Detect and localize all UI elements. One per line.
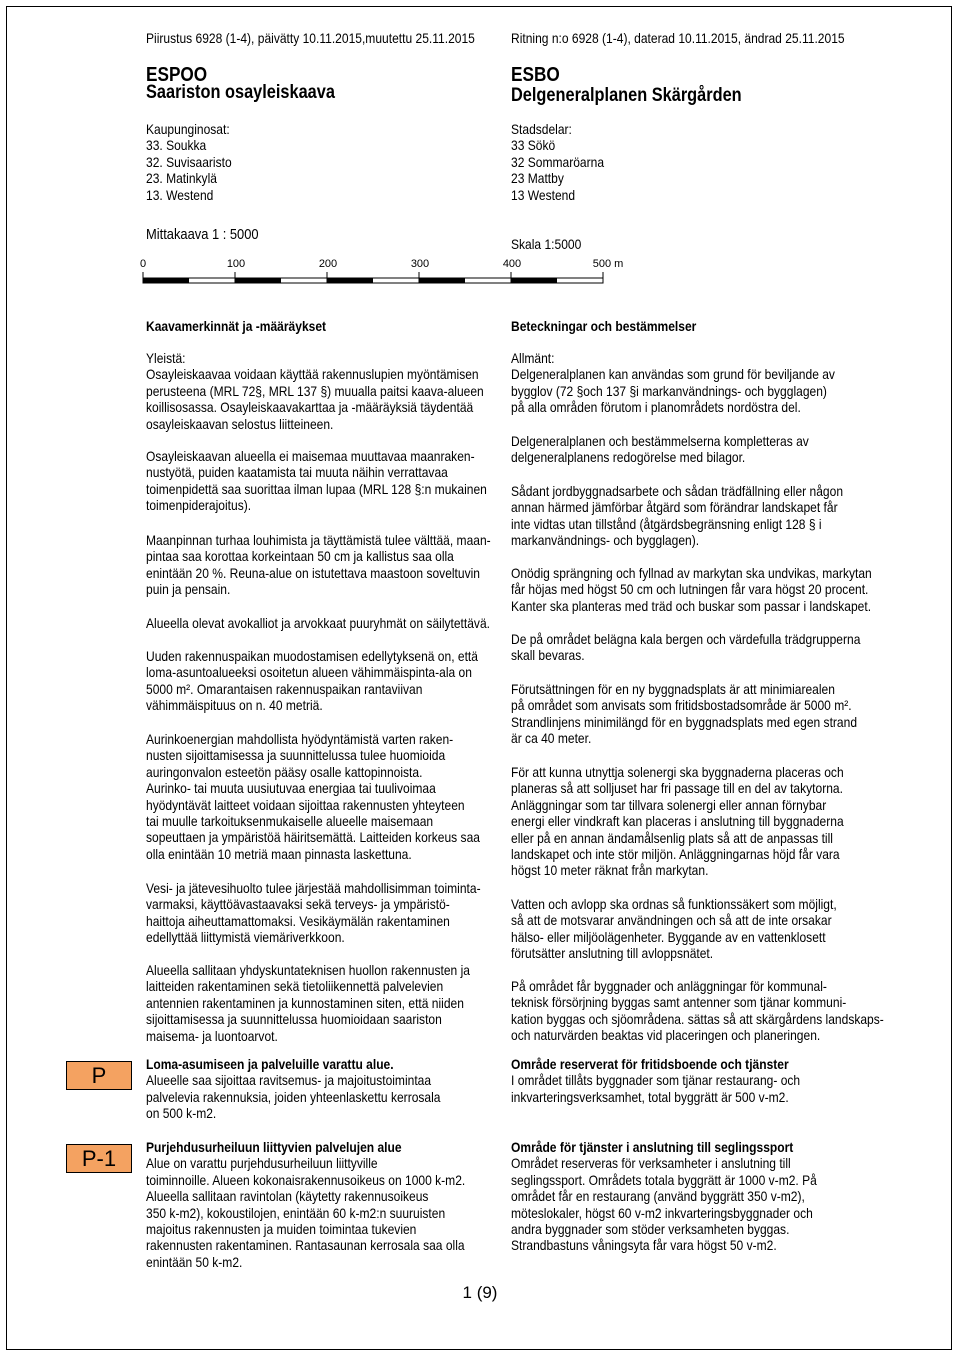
text-line: eller på en annan ändamålsenlig plats så att de anpassas till [511, 829, 833, 846]
text-line: edellyttää liittymistä viemäriverkkoon. [146, 929, 345, 946]
text-line: möteslokaler, högst 60 v-m2 inkvarteringsbyggnader och [511, 1204, 813, 1221]
text-line: Kanter ska planteras med träd och buskar som passar i landskapet. [511, 597, 872, 614]
text-line: inte vidtas utan tillstånd (åtgärdsbegränsning enligt 128 § i [511, 515, 822, 532]
text-line: bygglov (72 §och 137 §i markanvändnings- och bygglagen) [511, 382, 827, 399]
fi-paragraph-2 [146, 448, 487, 514]
text-line: olla enintään 10 metriä maan pinnasta laskettuna. [146, 845, 412, 862]
sv-section-heading: Beteckningar och bestämmelser [511, 318, 697, 334]
text-line: osayleiskaavan selostus liitteineen. [146, 415, 334, 432]
fi-zone-p1-title: Purjehdusurheiluun liittyvien palvelujen alue [146, 1139, 402, 1155]
sv-zone-p1 [511, 1139, 817, 1254]
text-line: perusteena (MRL 72§, MRL 137 §) muualla paitsi kaava-alueen [146, 382, 484, 399]
text-line: puin ja pensain. [146, 581, 231, 598]
text-line: I området tillåts byggnader som tjänar restaurang- och [511, 1072, 801, 1089]
scale-tick-label: 300 [410, 258, 430, 270]
sv-paragraph-6 [511, 681, 857, 747]
text-line: vähimmäispituus on n. 40 metriä. [146, 697, 323, 714]
sv-general [511, 350, 835, 416]
text-line: högst 10 meter räknat från markytan. [511, 862, 709, 879]
text-line: landskapet och inte stör miljön. Anläggningarnas höjd får vara [511, 846, 840, 863]
fi-districts-label: Kaupunginosat: [146, 121, 230, 137]
text-line: Strandlinjens minimilängd för en byggnadsplats med egen strand [511, 713, 858, 730]
sv-zone-p-title: Område reserverat för fritidsboende och tjänster [511, 1056, 789, 1072]
fi-zone-p-title: Loma-asumiseen ja palveluille varattu alue. [146, 1056, 394, 1072]
text-line: auringonvalon esteetön pääsy osalle kattopinnoista. [146, 763, 423, 780]
text-line: skall bevaras. [511, 647, 585, 664]
text-line: Alueella sallitaan ravintolan (käytetty rakennusoikeus [146, 1188, 429, 1205]
text-line: tai muulle tarkoituksenmukaiselle alueelle maisemaan [146, 813, 434, 830]
text-line: Sådant jordbyggnadsarbete och sådan trädfällning eller någon [511, 483, 844, 499]
text-line: kation byggas och sjöområdena. sättas så att skärgårdens landskaps- [511, 1010, 884, 1027]
text-line: 5000 m². Omarantaisen rakennuspaikan rantaviivan [146, 680, 423, 697]
text-line: teknisk försörjning byggas samt antenner som tjänar kommuni- [511, 994, 847, 1011]
fi-paragraph-4 [146, 615, 490, 631]
sv-districts [511, 121, 604, 203]
text-line: Aurinko- tai muuta uusiutuvaa energiaa tai tuulivoimaa [146, 780, 436, 797]
text-line: Alueelle saa sijoittaa ravitsemus- ja majoitustoimintaa [146, 1072, 432, 1089]
text-line: Alueella olevat avokalliot ja arvokkaat puuryhmät on säilytettävä. [146, 615, 490, 631]
text-line: De på området belägna kala bergen och värdefulla trädgrupperna [511, 631, 861, 647]
fi-paragraph-3 [146, 532, 491, 598]
fi-district: 32. Suvisaaristo [146, 153, 232, 170]
scale-tick-label: 500 m [592, 258, 624, 270]
text-line: varmaksi, käyttöävastaavaksi sekä terveys- ja ympäristö- [146, 896, 450, 913]
text-line: Alueella sallitaan yhdyskuntateknisen huollon rakennusten ja [146, 962, 470, 978]
text-line: enintään 20 %. Reuna-alue on istutettava maastoon soveltuvin [146, 564, 481, 581]
fi-column [146, 350, 484, 432]
sv-paragraph-5 [511, 631, 860, 664]
fi-district: 33. Soukka [146, 137, 207, 154]
scale-tick-label: 100 [226, 258, 246, 270]
text-line: sijoittamisessa ja suunnittelussa huomioidaan saariston [146, 1011, 442, 1028]
text-line: Strandbastuns våningsyta får vara högst 50 v-m2. [511, 1237, 777, 1254]
text-line: Vatten och avlopp ska ordnas så funktionssäkert som möjligt, [511, 896, 837, 912]
text-line: enintään 50 k-m2. [146, 1253, 243, 1270]
text-line: Aurinkoenergian mahdollista hyödyntämistä varten raken- [146, 731, 454, 747]
sv-paragraph-7 [511, 764, 844, 879]
text-line: planeras så att solljuset har fri passage till en del av takytorna. [511, 780, 843, 797]
text-line: haittoja aiheuttamattomaksi. Vesikäymälän rakentaminen [146, 912, 450, 929]
sv-plan-title: Delgeneralplanen Skärgården [511, 85, 742, 106]
text-line: on 500 k-m2. [146, 1105, 217, 1122]
fi-general-label: Yleistä: [146, 350, 186, 366]
text-line: palvelevia rakennuksia, joiden yhteenlaskettu kerrosala [146, 1088, 441, 1105]
text-line: på alla områden förutom i planområdets nordöstra del. [511, 399, 801, 416]
sv-drawing-line: Ritning n:o 6928 (1-4), daterad 10.11.2015, ändrad 25.11.2015 [511, 30, 845, 46]
text-line: Osayleiskaavan alueella ei maisemaa muuttavaa maanraken- [146, 448, 475, 464]
sv-paragraph-8 [511, 896, 837, 962]
sv-scale: Skala 1:5000 [511, 236, 582, 252]
sv-general-label: Allmänt: [511, 350, 555, 366]
fi-zone-p [146, 1056, 440, 1122]
text-line: får höjas med högst 50 cm och lutningen får vara högst 20 procent. [511, 581, 869, 598]
fi-plan-title: Saariston osayleiskaava [146, 82, 335, 103]
fi-paragraph-5 [146, 648, 478, 714]
text-line: För att kunna utnyttja solenergi ska byggnaderna placeras och [511, 764, 844, 780]
text-line: Alue on varattu purjehdusurheiluun liittyville [146, 1155, 378, 1172]
text-line: nusten sijoittamisessa ja suunnittelussa tulee huomioida [146, 747, 446, 764]
text-line: på området som anvisats som fritidsbostadsområde är 5000 m². [511, 697, 852, 714]
zone-p-symbol: P [66, 1061, 132, 1090]
text-line: Vesi- ja jätevesihuolto tulee järjestää mahdollisimman toiminta- [146, 880, 481, 896]
text-line: så att de motsvarar användningen och så att de inte orsakar [511, 912, 832, 929]
sv-city-title: ESBO [511, 64, 560, 86]
fi-paragraph-8 [146, 962, 470, 1044]
sv-district: 33 Sökö [511, 137, 556, 154]
scale-tick-label: 0 [139, 258, 147, 270]
scale-tick-label: 200 [318, 258, 338, 270]
sv-paragraph-9 [511, 978, 884, 1044]
text-line: Anläggningar som tar tillvara solenergi eller annan förnybar [511, 796, 827, 813]
scale-bar [138, 256, 638, 290]
text-line: Onödig sprängning och fyllnad av markytan ska undvikas, markytan [511, 565, 872, 581]
text-line: toimenpiderajoitus). [146, 497, 252, 514]
text-line: annan härmed jämförbar åtgärd som förändrar landskapet får [511, 499, 838, 516]
text-line: laitteiden rakentaminen sekä tietoliikennettä palvelevien [146, 978, 444, 995]
page-number: 1 (9) [462, 1283, 498, 1302]
text-line: Uuden rakennuspaikan muodostamisen edellytyksenä on, että [146, 648, 478, 664]
text-line: Osayleiskaavaa voidaan käyttää rakennuslupien myöntämisen [146, 366, 479, 383]
text-line: maisema- ja luontoarvot. [146, 1027, 278, 1044]
text-line: toimenpidettä saa suorittaa ilman lupaa (MRL 128 §:n mukainen [146, 480, 487, 497]
text-line: inkvarteringsverksamhet, total byggrätt är 500 v-m2. [511, 1088, 789, 1105]
sv-paragraph-3 [511, 483, 843, 549]
sv-district: 32 Sommaröarna [511, 153, 605, 170]
text-line: hyödyntävät laitteet voidaan sijoittaa rakennusten yhteyteen [146, 796, 465, 813]
sv-zone-p [511, 1056, 800, 1105]
text-line: majoitus rakennusten ja muiden toimintaa tukevien [146, 1221, 417, 1238]
text-line: Delgeneralplanen kan användas som grund för beviljande av [511, 366, 835, 383]
text-line: och naturvärden beaktas vid placeringen och planeringen. [511, 1027, 821, 1044]
text-line: är ca 40 meter. [511, 730, 592, 747]
text-line: markanvändnings- och bygglagen). [511, 532, 700, 549]
fi-scale: Mittakaava 1 : 5000 [146, 226, 259, 243]
sv-district: 13 Westend [511, 186, 576, 203]
sv-zone-p1-title: Område för tjänster i anslutning till seglingssport [511, 1139, 794, 1155]
fi-paragraph-7 [146, 880, 481, 946]
text-line: området får en restaurang (använd byggrätt 350 v-m2), [511, 1188, 805, 1205]
text-line: Maanpinnan turhaa louhimista ja täyttämistä tulee välttää, maan- [146, 532, 491, 548]
fi-section-heading: Kaavamerkinnät ja -määräykset [146, 318, 327, 334]
text-line: seglingssport. Områdets totala byggrätt är 1000 v-m2. På [511, 1171, 817, 1188]
fi-district: 13. Westend [146, 186, 214, 203]
fi-districts [146, 121, 232, 203]
fi-drawing-line: Piirustus 6928 (1-4), päivätty 10.11.2015,muutettu 25.11.2015 [146, 30, 475, 46]
scale-segments [143, 272, 603, 283]
text-line: pintaa saa korottaa korkeintaan 50 cm ja kallistus saa olla [146, 548, 454, 565]
fi-zone-p1 [146, 1139, 465, 1270]
text-line: antennien rakentaminen ja kunnostaminen siten, että niiden [146, 994, 464, 1011]
text-line: rakennusten rakentaminen. Rantasaunan kerrosala saa olla [146, 1237, 465, 1254]
sv-districts-label: Stadsdelar: [511, 121, 572, 137]
scale-tick-label: 400 [502, 258, 522, 270]
text-line: Förutsättningen för en ny byggnadsplats är att minimiarealen [511, 681, 835, 697]
text-line: koillisosassa. Osayleiskaavakarttaa ja -määräyksiä täydentää [146, 399, 474, 416]
sv-district: 23 Mattby [511, 170, 564, 187]
fi-paragraph-6 [146, 731, 480, 862]
sv-paragraph-4 [511, 565, 872, 614]
text-line: toiminnoille. Alueen kokonaisrakennusoikeus on 1000 k-m2. [146, 1171, 466, 1188]
text-line: hälso- eller miljöolägenheter. Byggande av en vattenklosett [511, 928, 826, 945]
text-line: loma-asuntoalueeksi osoitetun alueen vähimmäispinta-ala on [146, 664, 472, 681]
fi-paragraph-1 [146, 366, 484, 432]
text-line: 350 k-m2), kokoustilojen, enintään 60 k-m2:n suuruisten [146, 1204, 446, 1221]
text-line: Delgeneralplanen och bestämmelserna kompletteras av [511, 433, 809, 449]
fi-city-title: ESPOO [146, 64, 208, 86]
text-line: nustyötä, puiden kaatamista tai muuta näihin verrattavaa [146, 464, 448, 481]
sv-paragraph-2 [511, 433, 809, 466]
text-line: Området reserveras för verksamheter i anslutning till [511, 1155, 791, 1172]
text-line: delgeneralplanens redogörelse med bilagor. [511, 449, 746, 466]
text-line: andra byggnader som stöder verksamheten byggas. [511, 1221, 790, 1238]
text-line: sopeuttaen ja ympäristöä häiritsemättä. Laitteiden korkeus saa [146, 829, 480, 846]
zone-p1-symbol: P-1 [66, 1144, 132, 1173]
text-line: energi eller vindkraft kan placeras i anslutning till byggnaderna [511, 813, 844, 830]
fi-district: 23. Matinkylä [146, 170, 217, 187]
text-line: På området får byggnader och anläggningar för kommunal- [511, 978, 827, 994]
text-line: förutsätter anslutning till avloppsnätet. [511, 945, 714, 962]
